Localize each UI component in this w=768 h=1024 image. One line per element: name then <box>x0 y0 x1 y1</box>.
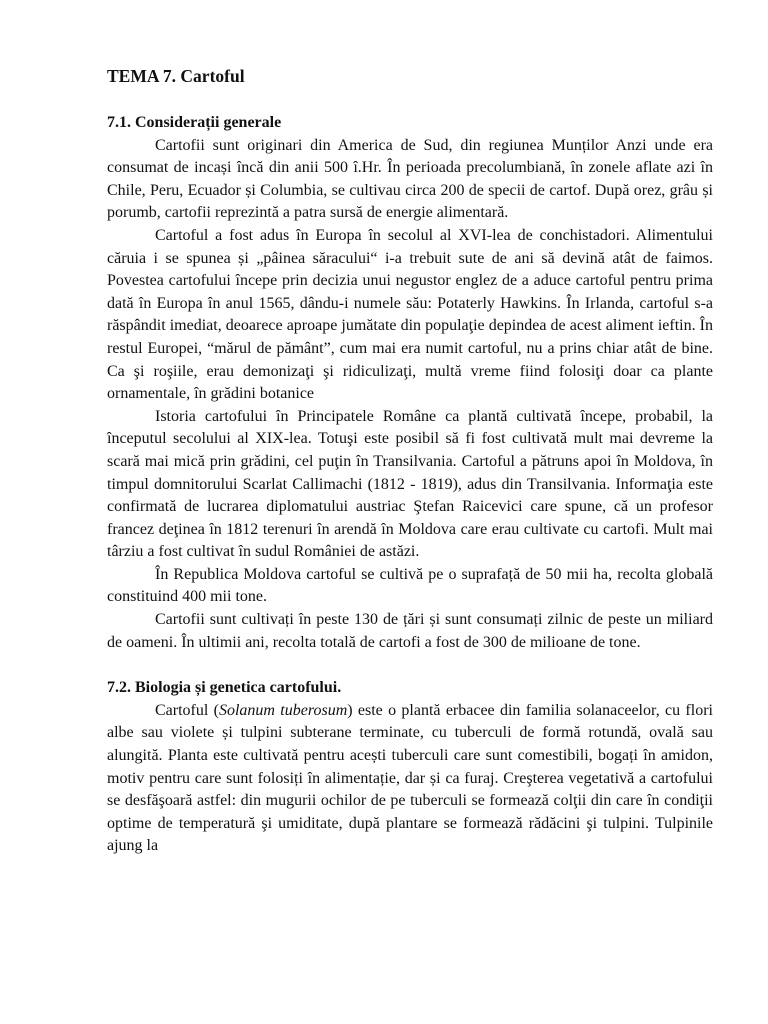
biology-text-rest: ) este o plantă erbacee din familia solanaceelor, cu flori albe sau violete și tulpini subterane terminate, cu tuberculi de formă rotundă, ovală sau alungită. Planta este cultivată pentru acești tuberculi care sunt comestibili, bogați în amidon, motiv pentru care sunt folosiți în alimentație, dar și ca furaj. Creşterea vegetativă a cartofului se desfăşoară astfel: din mugurii ochilor de pe tuberculi se formează colţii din care în condiţii optime de temperatură şi umiditate, după plantare se formează rădăcini şi tulpini. Tulpinile ajung la <box>107 701 713 855</box>
paragraph-principalities: Istoria cartofului în Principatele Române ca plantă cultivată începe, probabil, la începutul secolului al XIX-lea. Totuşi este posibil să fi fost cultivată mult mai devreme la scară mai mică prin grădini, cel puţin în Transilvania. Cartoful a pătruns apoi în Moldova, în timpul domnitorului Scarlat Callimachi (1812 - 1819), adus din Transilvania. Informaţia este confirmată de lucrarea diplomatului austriac Ştefan Raicevici care spune, că un profesor francez deţinea în 1812 terenuri în arendă în Moldova care erau cultivate cu cartofi. Mult mai târziu a fost cultivat în sudul României de astăzi. <box>107 407 713 561</box>
section-heading-general: 7.1. Considerații generale <box>107 114 282 131</box>
section-spacer <box>107 654 713 677</box>
paragraph-europe: Cartoful a fost adus în Europa în secolul al XVI-lea de conchistadori. Alimentului căruia i se spunea și „pâinea săracului“ i-a trebuit sute de ani să devină atât de faimos. Povestea cartofului începe prin decizia unui negustor englez de a aduce cartoful pentru prima dată în Europa în anul 1565, dându-i numele său: Potaterly Hawkins. În Irlanda, cartoful s-a răspândit imediat, deoarece aproape jumătate din populaţie depindea de acest aliment ieftin. În restul Europei, “mărul de pământ”, cum mai era numit cartoful, nu a prins chiar atât de bine. Ca şi roşiile, erau demonizaţi şi ridiculizaţi, multă vreme fiind folosiţi doar ca plante ornamentale, în grădini botanice <box>107 226 713 403</box>
paragraph-world: Cartofii sunt cultivați în peste 130 de țări și sunt consumați zilnic de peste un miliard de oameni. În ultimii ani, recolta totală de cartofi a fost de 300 de milioane de tone. <box>107 611 713 651</box>
species-name: Solanum tuberosum <box>218 701 348 719</box>
section-heading-biology: 7.2. Biologia și genetica cartofului. <box>107 679 342 697</box>
biology-text-start: Cartoful ( <box>155 701 219 719</box>
document-page <box>107 64 713 858</box>
paragraph-moldova: În Republica Moldova cartoful se cultivă pe o suprafață de 50 mii ha, recolta globală constituind 400 mii tone. <box>107 565 713 606</box>
paragraph-origins: Cartofii sunt originari din America de Sud, din regiunea Munților Anzi unde era consumat de incași încă din anii 500 î.Hr. În perioada precolumbiană, în zonele aflate azi în Chile, Peru, Ecuador și Columbia, se cultivau circa 200 de specii de cartof. După orez, grâu și porumb, cartofii reprezintă a patra sursă de energie alimentară. <box>107 136 713 222</box>
paragraph-biology <box>107 700 713 858</box>
document-title: TEMA 7. Cartoful <box>107 66 245 86</box>
